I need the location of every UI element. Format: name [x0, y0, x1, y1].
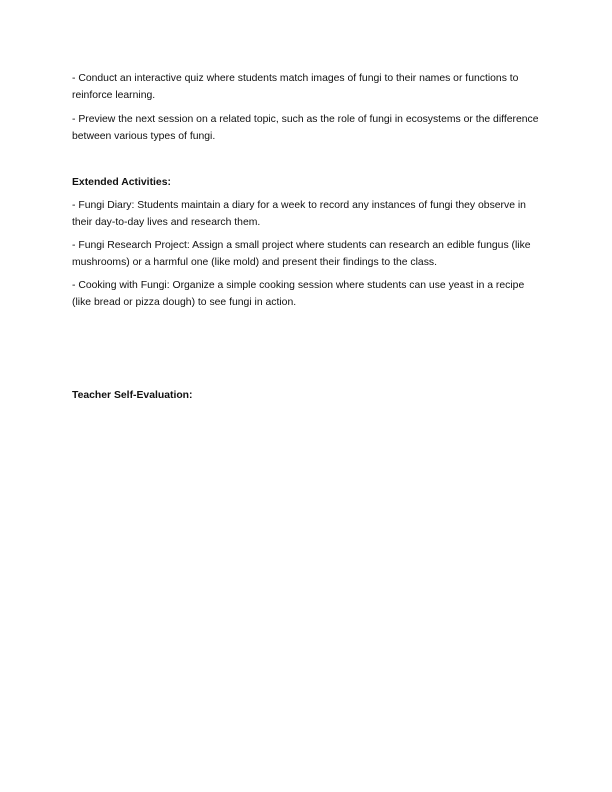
activity-fungi-diary: - Fungi Diary: Students maintain a diary for a week to record any instances of fungi they observe in their day-to-day lives and research them. — [72, 200, 526, 228]
extended-activities-heading: Extended Activities: — [72, 177, 171, 188]
teacher-self-evaluation-heading: Teacher Self-Evaluation: — [72, 390, 193, 401]
activity-cooking: - Cooking with Fungi: Organize a simple cooking session where students can use yeast in a recipe (like bread or pizza dough) to see fungi in action. — [72, 280, 525, 308]
intro-bullet-preview: - Preview the next session on a related topic, such as the role of fungi in ecosystems or the difference between various types of fungi. — [72, 114, 539, 142]
activity-research-project: - Fungi Research Project: Assign a small project where students can research an edible fungus (like mushrooms) or a harmful one (like mold) and present their findings to the class. — [72, 240, 531, 268]
intro-bullet-quiz: - Conduct an interactive quiz where students match images of fungi to their names or functions to reinforce learning. — [72, 73, 519, 101]
